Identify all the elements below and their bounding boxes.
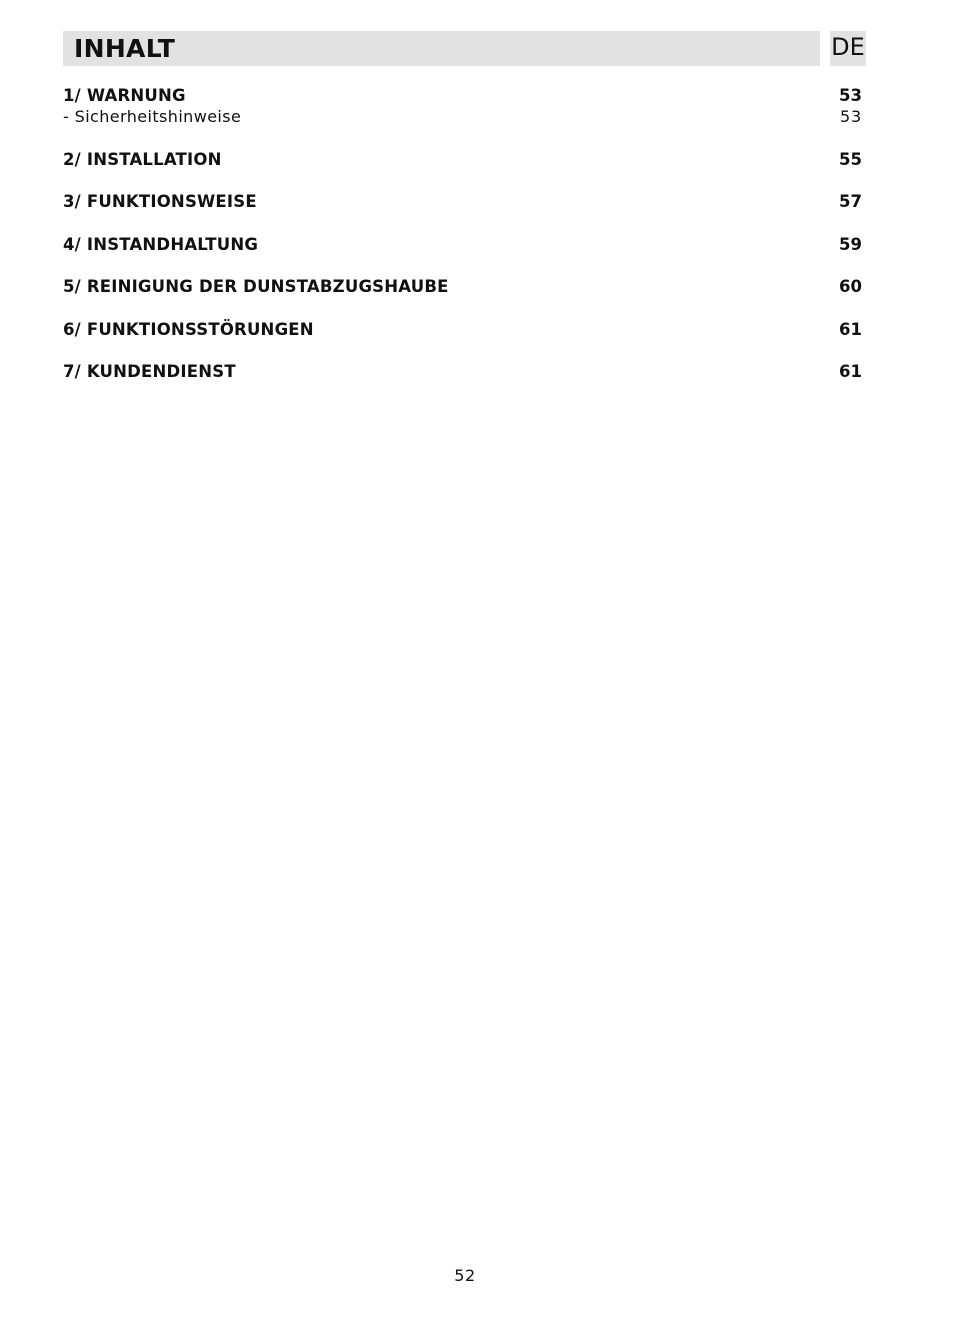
table-of-contents xyxy=(63,85,862,404)
toc-subentry-page: 53 xyxy=(840,107,862,126)
toc-entry-funktionsweise[interactable] xyxy=(63,191,862,234)
toc-entry-label: 1/ WARNUNG xyxy=(63,86,186,105)
toc-entry-page: 55 xyxy=(839,149,862,169)
toc-entry-installation[interactable] xyxy=(63,149,862,192)
page-number: 52 xyxy=(454,1266,476,1285)
toc-entry-reinigung[interactable] xyxy=(63,276,862,319)
toc-entry-label: 4/ INSTANDHALTUNG xyxy=(63,234,259,254)
page-title: INHALT xyxy=(74,34,176,63)
toc-entry-warnung[interactable] xyxy=(63,85,862,149)
toc-entry-page: 61 xyxy=(839,362,862,381)
toc-entry-page: 60 xyxy=(839,277,862,296)
toc-entry-page: 61 xyxy=(839,319,862,339)
toc-entry-page: 59 xyxy=(839,234,862,254)
toc-entry-label: 6/ FUNKTIONSSTÖRUNGEN xyxy=(63,319,314,339)
toc-entry-label: 7/ KUNDENDIENST xyxy=(63,362,236,381)
toc-subentry-sicherheitshinweise[interactable] xyxy=(63,106,862,127)
language-code: DE xyxy=(831,33,865,61)
toc-entry-label: 2/ INSTALLATION xyxy=(63,149,222,169)
toc-entry-label: 5/ REINIGUNG DER DUNSTABZUGSHAUBE xyxy=(63,277,449,296)
toc-entry-page: 53 xyxy=(839,86,862,105)
toc-entry-funktionsstoerungen[interactable] xyxy=(63,319,862,362)
toc-entry-instandhaltung[interactable] xyxy=(63,234,862,277)
language-badge xyxy=(830,31,866,66)
toc-subentry-label: - Sicherheitshinweise xyxy=(63,107,242,126)
toc-entry-kundendienst[interactable] xyxy=(63,361,862,404)
section-header-bar xyxy=(63,31,820,66)
toc-entry-page: 57 xyxy=(839,192,862,211)
toc-entry-label: 3/ FUNKTIONSWEISE xyxy=(63,192,257,211)
